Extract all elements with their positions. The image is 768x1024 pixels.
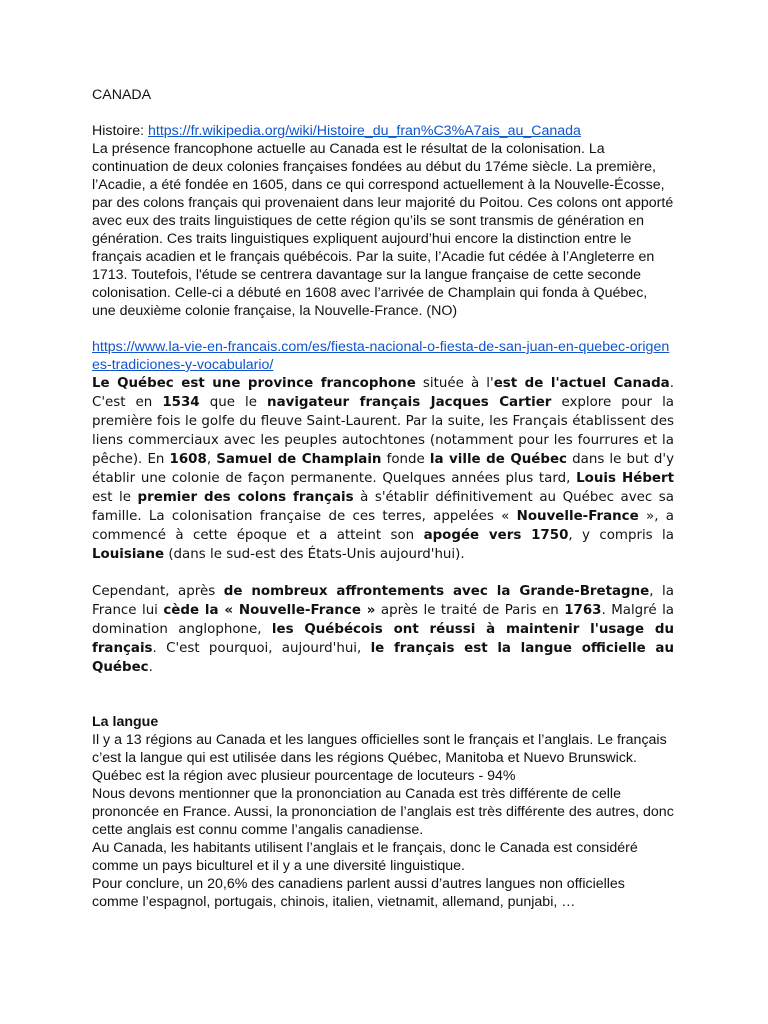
bold-text: Louis Hébert <box>576 471 674 486</box>
text-run: fonde <box>381 452 430 467</box>
text-run: que le <box>199 395 268 410</box>
text-run: à s'établir définitivement au Québec avec sa famille. La colonisation française de ces terres, appelées « <box>92 490 674 524</box>
histoire-label: Histoire: <box>92 123 148 139</box>
bold-text: de nombreux affrontements avec la Grande-Bretagne <box>223 584 650 599</box>
bold-text: 1763 <box>564 603 602 618</box>
text-run: », a commencé à cette époque et a atteint son <box>92 509 674 543</box>
text-run: explore pour la première fois le golfe du fleuve Saint-Laurent. Par la suite, les Français établissent des liens commerciaux avec les peuples autochtones (notamment pour les fourrures et la pêche). En <box>92 395 674 467</box>
bold-text: Louisiane <box>92 547 165 562</box>
bold-text: est de l'actuel Canada <box>493 376 670 391</box>
langue-line: Il y a 13 régions au Canada et les langues officielles sont le français et l’anglais. Le français c’est la langue qui est utilisée dans les régions Québec, Manitoba et Nuevo Brunswick. <box>92 732 667 766</box>
text-run: située à l' <box>415 376 494 391</box>
bold-text: Nouvelle-France <box>516 509 639 524</box>
langue-line: Québec est la région avec plusieur pourcentage de locuteurs - 94% <box>92 768 516 784</box>
quebec-paragraph-2 <box>92 582 674 677</box>
bold-text: navigateur français Jacques Cartier <box>267 395 552 410</box>
bold-text: premier des colons français <box>137 490 354 505</box>
bold-text: Le Québec est une province francophone <box>92 376 416 391</box>
langue-line: Au Canada, les habitants utilisent l’anglais et le français, donc le Canada est considéré comme un pays biculturel et il y a une diversité linguistique. <box>92 840 638 874</box>
spacer <box>92 677 674 713</box>
bold-text: cède la « Nouvelle-France » <box>163 603 376 618</box>
quebec-paragraph-1 <box>92 374 674 564</box>
bold-text: la ville de Québec <box>429 452 567 467</box>
quebec-link-line <box>92 338 674 374</box>
bold-text: Samuel de Champlain <box>216 452 382 467</box>
text-run: dans le but d'y établir une colonie de façon permanente. Quelques années plus tard, <box>92 452 675 486</box>
bold-text: 1534 <box>162 395 200 410</box>
text-run: . C'est pourquoi, aujourd'hui, <box>152 641 371 656</box>
text-run: , y compris la <box>568 528 674 543</box>
spacer <box>92 320 674 338</box>
bold-text: apogée vers 1750 <box>423 528 569 543</box>
text-run: (dans le sud-est des États-Unis aujourd'hui). <box>164 547 465 562</box>
langue-line: Nous devons mentionner que la prononciation au Canada est très différente de celle prononcée en France. Aussi, la prononciation de l’anglais est très différente des autres, donc cette anglais est connu comme l’angalis canadiense. <box>92 786 674 838</box>
bold-text: le français est la langue officielle au Québec <box>92 641 674 675</box>
histoire-paragraph: La présence francophone actuelle au Canada est le résultat de la colonisation. La continuation de deux colonies françaises fondées au début du 17éme siècle. La première, l’Acadie, a été fondée en 1605, dans ce qui correspond actuellement à la Nouvelle-Écosse, par des colons français qui provenaient dans leur majorité du Poitou. Ces colons ont apporté avec eux des traits linguistiques de cette région qu’ils se sont transmis de génération en génération. Ces traits linguistiques expliquent aujourd’hui encore la distinction entre le français acadien et le français québécois. Par la suite, l’Acadie fut cédée à l’Angleterre en 1713. Toutefois, l'étude se centrera davantage sur la langue française de cette seconde colonisation. Celle-ci a débuté en 1608 avec l’arrivée de Champlain qui fonda à Québec, une deuxième colonie française, la Nouvelle-France. (NO) <box>92 141 674 319</box>
spacer <box>92 564 674 582</box>
text-run: est le <box>92 490 138 505</box>
document-title: CANADA <box>92 87 152 103</box>
langue-line: Pour conclure, un 20,6% des canadiens parlent aussi d’autres langues non officielles comme l’espagnol, portugais, chinois, italien, vietnamit, allemand, punjabi, … <box>92 876 625 910</box>
document-page <box>92 86 674 911</box>
text-run: . Malgré la domination anglophone, <box>92 603 675 637</box>
histoire-line <box>92 122 674 140</box>
text-run: Cependant, après <box>92 584 224 599</box>
text-run: , la France lui <box>92 584 674 618</box>
bold-text: 1608 <box>169 452 207 467</box>
text-run: , <box>206 452 217 467</box>
wikipedia-link[interactable]: https://fr.wikipedia.org/wiki/Histoire_du_fran%C3%A7ais_au_Canada <box>147 123 581 139</box>
text-run: . C'est en <box>92 376 674 410</box>
spacer <box>92 104 674 122</box>
bold-text: les Québécois ont réussi à maintenir l'usage du français <box>92 622 674 656</box>
text-run: après le traité de Paris en <box>375 603 565 618</box>
la-vie-en-francais-link[interactable]: https://www.la-vie-en-francais.com/es/fiesta-nacional-o-fiesta-de-san-juan-en-quebec-origenes-tradiciones-y-vocabulario/ <box>92 339 670 373</box>
text-run: . <box>148 660 153 675</box>
langue-heading: La langue <box>92 714 159 730</box>
